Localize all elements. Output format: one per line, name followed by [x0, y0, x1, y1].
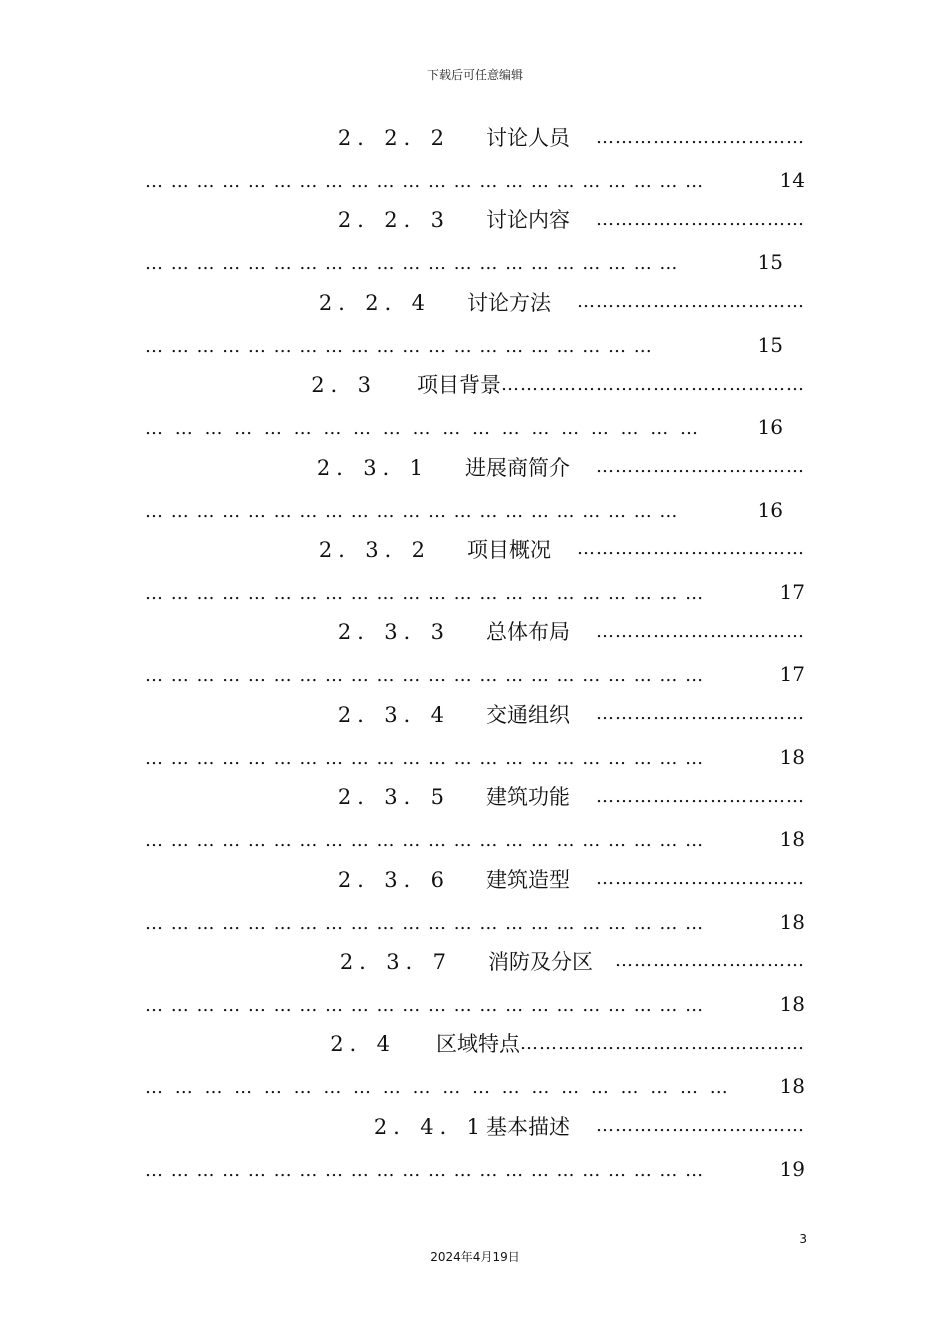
toc-entry-page: 14 — [779, 168, 805, 192]
toc-entry-number: 2．3．4 — [337, 702, 450, 727]
toc-entry[interactable] — [0, 695, 950, 777]
toc-entry[interactable] — [0, 283, 950, 365]
footer-date: 2024年4月19日 — [430, 1250, 520, 1264]
toc-entry-page: 18 — [779, 991, 805, 1016]
toc-entry-page: 18 — [779, 827, 805, 852]
dot-leader: ……………………………… — [577, 291, 805, 313]
toc-entry-title: 讨论方法 — [467, 290, 551, 315]
toc-entry-number: 2．4．1 — [373, 1114, 486, 1139]
dot-leader: …………………………… — [596, 703, 805, 725]
dot-leader: … … … … … … … … … … … … … … … … … … … … … … — [145, 912, 705, 934]
toc-entry[interactable] — [0, 448, 950, 530]
table-of-contents — [0, 118, 950, 1189]
toc-entry-number: 2．2．4 — [318, 290, 431, 315]
toc-entry-page: 15 — [757, 332, 783, 357]
toc-entry[interactable] — [0, 365, 950, 447]
toc-entry-page: 17 — [779, 579, 805, 604]
toc-entry[interactable] — [0, 942, 950, 1024]
dot-leader: …………………………… — [596, 868, 805, 890]
toc-entry-page: 16 — [757, 497, 783, 522]
dot-leader: … … … … … … … … … … … … … … … … … … … … … … — [145, 171, 705, 192]
toc-entry-number: 2．3．2 — [318, 537, 431, 562]
dot-leader: … … … … … … … … … … … … … … … … … … … … — [145, 1077, 731, 1099]
toc-entry[interactable] — [0, 860, 950, 942]
dot-leader: … … … … … … … … … … … … … … … … … … … — [145, 418, 701, 440]
dot-leader: …………………………… — [596, 620, 805, 642]
toc-entry-number: 2．3 — [311, 373, 377, 398]
dot-leader: ………………………………………… — [501, 373, 805, 395]
toc-entry-page: 15 — [757, 250, 783, 275]
toc-entry[interactable] — [0, 1107, 950, 1189]
dot-leader: …………………………… — [596, 126, 805, 148]
toc-entry-title: 项目概况 — [467, 537, 551, 562]
toc-entry-title: 消防及分区 — [488, 949, 593, 974]
dot-leader: … … … … … … … … … … … … … … … … … … … … … … — [145, 1159, 705, 1181]
toc-entry[interactable] — [0, 777, 950, 859]
dot-leader: … … … … … … … … … … … … … … … … … … … … … … — [145, 582, 705, 604]
dot-leader: … … … … … … … … … … … … … … … … … … … … … … — [145, 994, 705, 1016]
dot-leader: … … … … … … … … … … … … … … … … … … … … — [145, 335, 653, 357]
toc-entry-page: 18 — [779, 1074, 805, 1099]
dot-leader: …………………………… — [596, 208, 805, 230]
dot-leader: … … … … … … … … … … … … … … … … … … … … … … — [145, 665, 705, 687]
page-number: 3 — [799, 1232, 807, 1246]
toc-entry-number: 2．4 — [330, 1032, 396, 1057]
toc-entry[interactable] — [0, 530, 950, 612]
toc-entry[interactable] — [0, 1024, 950, 1106]
toc-entry-number: 2．2．3 — [337, 208, 450, 233]
toc-entry-title: 讨论人员 — [486, 126, 570, 150]
toc-entry-title: 区域特点 — [436, 1032, 520, 1057]
toc-entry-number: 2．3．7 — [339, 949, 452, 974]
toc-entry-title: 进展商简介 — [465, 455, 570, 480]
toc-entry-number: 2．2．2 — [337, 126, 450, 150]
toc-entry-page: 18 — [779, 909, 805, 934]
toc-entry-number: 2．3．1 — [316, 455, 429, 480]
toc-entry[interactable] — [0, 118, 950, 200]
toc-entry-title: 建筑功能 — [486, 785, 570, 810]
toc-entry-number: 2．3．3 — [337, 620, 450, 645]
toc-entry-title: 建筑造型 — [486, 867, 570, 892]
toc-entry-page: 18 — [779, 744, 805, 769]
toc-entry-title: 讨论内容 — [486, 208, 570, 233]
dot-leader: … … … … … … … … … … … … … … … … … … … … … … — [145, 747, 705, 769]
toc-entry-title: 总体布局 — [486, 620, 570, 645]
dot-leader: ……………………………………… — [520, 1032, 805, 1054]
toc-entry-page: 17 — [779, 662, 805, 687]
toc-entry-page: 19 — [779, 1156, 805, 1181]
dot-leader: … … … … … … … … … … … … … … … … … … … … … … — [145, 830, 705, 852]
dot-leader: …………………………… — [596, 785, 805, 807]
dot-leader: … … … … … … … … … … … … … … … … … … … … … — [145, 253, 679, 275]
dot-leader: ………………………… — [615, 950, 805, 972]
toc-entry-title: 基本描述 — [486, 1114, 570, 1139]
toc-entry-title: 项目背景 — [417, 373, 501, 398]
dot-leader: ……………………………… — [577, 538, 805, 560]
toc-entry[interactable] — [0, 612, 950, 694]
dot-leader: … … … … … … … … … … … … … … … … … … … … … — [145, 500, 679, 522]
toc-entry-title: 交通组织 — [486, 702, 570, 727]
toc-entry-page: 16 — [757, 415, 783, 440]
toc-entry-number: 2．3．5 — [337, 785, 450, 810]
dot-leader: …………………………… — [596, 1115, 805, 1137]
toc-entry-number: 2．3．6 — [337, 867, 450, 892]
toc-entry[interactable] — [0, 200, 950, 282]
page-header: 下载后可任意编辑 — [426, 68, 523, 82]
dot-leader: …………………………… — [596, 456, 805, 478]
